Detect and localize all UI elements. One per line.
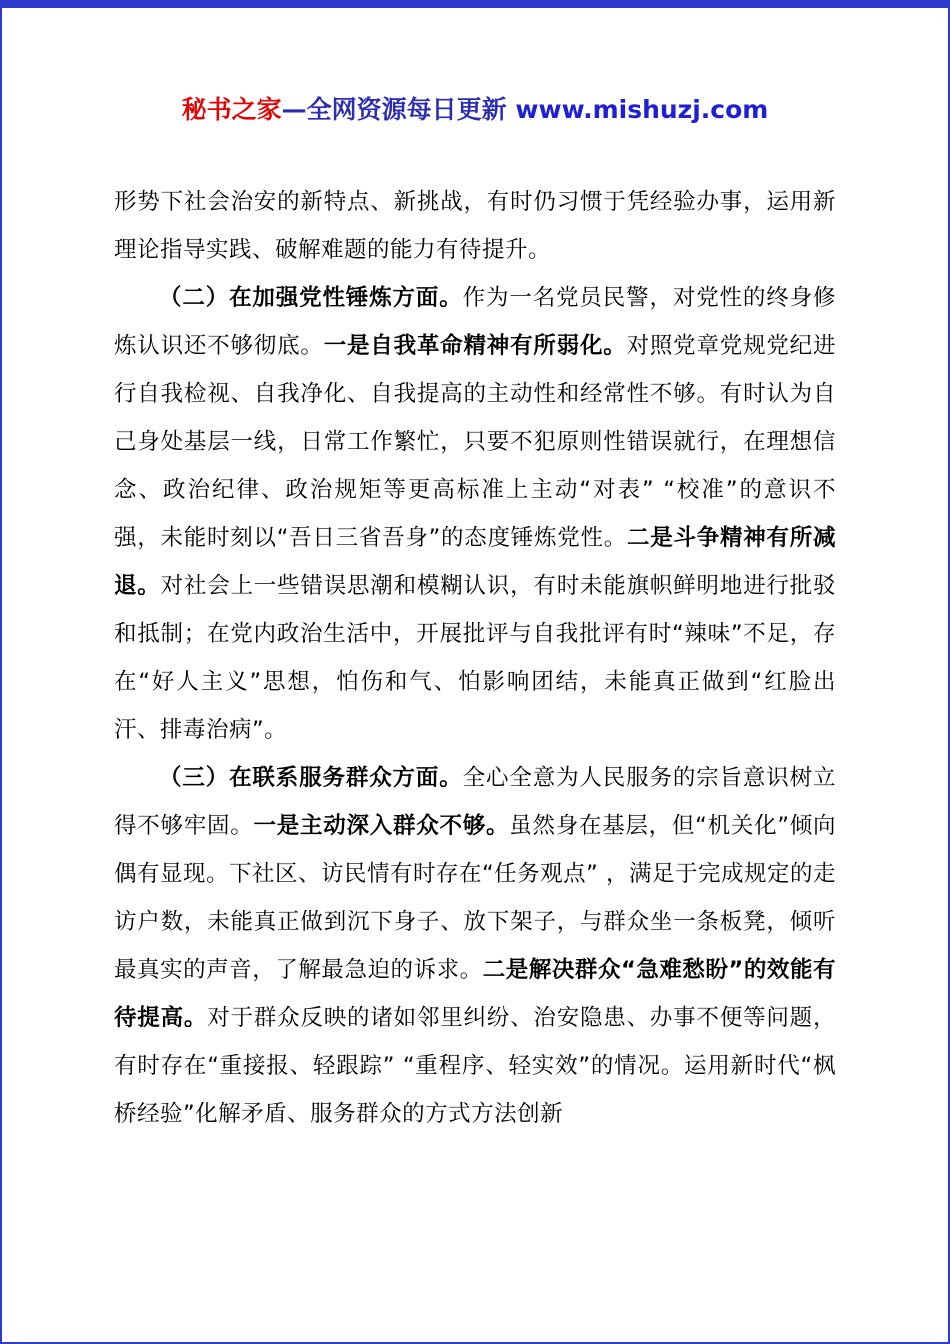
bold-text-run: （二）在加强党性锤炼方面。 <box>159 285 463 311</box>
bold-text-run: 一是主动深入群众不够。 <box>253 813 510 839</box>
site-tagline: —全网资源每日更新 <box>281 95 516 124</box>
text-run: 作为一名党员民警，对党性的终身修炼认识还不够彻底。 <box>114 285 836 359</box>
text-run: 对于群众反映的诸如邻里纠纷、治安隐患、办事不便等问题，有时存在“重接报、轻跟踪” “重程序、轻实效”的情况。运用新时代“枫桥经验”化解矛盾、服务群众的方式方法创新 <box>114 1005 836 1127</box>
site-url-link[interactable]: www.mishuzj.com <box>515 95 769 124</box>
site-name: 秘书之家 <box>181 95 282 124</box>
text-run: 对照党章党规党纪进行自我检视、自我净化、自我提高的主动性和经常性不够。有时认为自己身处基层一线，日常工作繁忙，只要不犯原则性错误就行，在理想信念、政治纪律、政治规矩等更高标准上主动“对表” “校准”的意识不强，未能时刻以“吾日三省吾身”的态度锤炼党性。 <box>114 333 836 551</box>
top-border <box>2 0 948 8</box>
bold-text-run: 二是解决群众“急难愁盼”的效能有待提高。 <box>114 957 836 1031</box>
bold-text-run: 二是斗争精神有所减退。 <box>114 525 836 599</box>
paragraph <box>114 178 836 274</box>
bold-text-run: 一是自我革命精神有所弱化。 <box>323 333 627 359</box>
text-run: 对社会上一些错误思潮和模糊认识，有时未能旗帜鲜明地进行批驳和抵制；在党内政治生活中，开展批评与自我批评有时“辣味”不足，存在“好人主义”思想，怕伤和气、怕影响团结，未能真正做到“红脸出汗、排毒治病”。 <box>114 573 836 743</box>
text-run: 全心全意为人民服务的宗旨意识树立得不够牢固。 <box>114 765 836 839</box>
bold-text-run: （三）在联系服务群众方面。 <box>159 765 463 791</box>
text-run: 虽然身在基层，但“机关化”倾向偶有显现。下社区、访民情有时存在“任务观点” ，满足于完成规定的走访户数，未能真正做到沉下身子、放下架子，与群众坐一条板凳，倾听最真实的声音，了解最急迫的诉求。 <box>114 813 836 983</box>
header <box>2 90 948 126</box>
paragraph <box>114 274 836 754</box>
paragraph <box>114 754 836 1138</box>
text-run: 形势下社会治安的新特点、新挑战，有时仍习惯于凭经验办事，运用新理论指导实践、破解难题的能力有待提升。 <box>114 189 836 263</box>
document-body <box>114 178 836 1138</box>
